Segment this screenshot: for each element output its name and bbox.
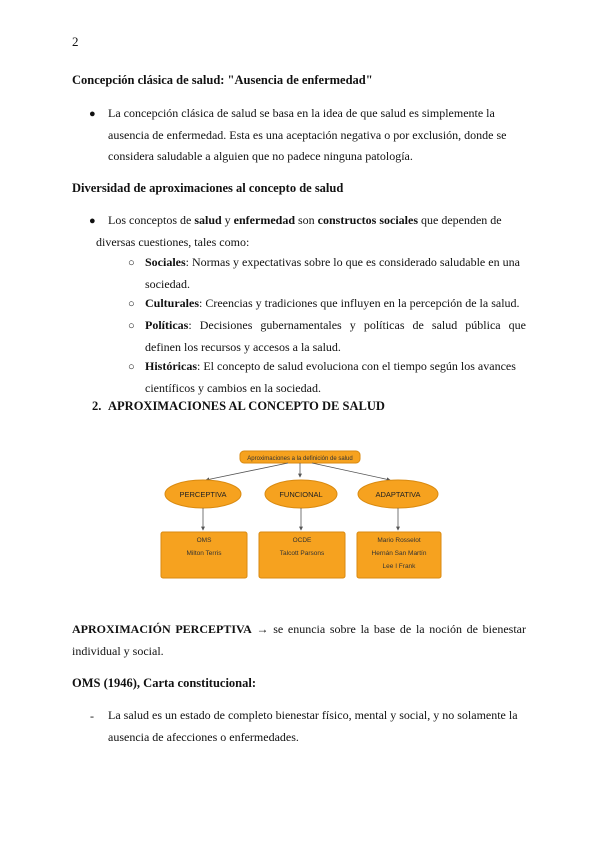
bold-term: enfermedad [233, 213, 295, 227]
circle-bullet: ○ [128, 257, 135, 269]
node-funcional-label: FUNCIONAL [279, 490, 323, 499]
bullet-dot: ● [89, 108, 96, 120]
list-item-historicas: Históricas: El concepto de salud evoluciona con el tiempo según los avances científicos y cambios en la sociedad. [145, 359, 516, 395]
section-heading-approaches: APROXIMACIONES AL CONCEPTO DE SALUD [108, 399, 385, 413]
circle-bullet: ○ [128, 298, 135, 310]
box-line: Milton Terris [186, 550, 222, 557]
section-heading-diversity: Diversidad de aproximaciones al concepto de salud [72, 181, 344, 195]
text-line: La concepción clásica de salud se basa en la idea de que salud es simplemente la [108, 106, 495, 120]
circle-bullet: ○ [128, 320, 135, 332]
node-adaptativa-label: ADAPTATIVA [375, 490, 421, 499]
box-line: Lee I Frank [382, 563, 416, 570]
box-line: Hernán San Martín [371, 550, 427, 557]
list-item-sociales: Sociales: Normas y expectativas sobre lo que es considerado saludable en una sociedad. [145, 255, 520, 291]
diagram-arrow [206, 463, 288, 480]
diagram-root-label: Aproximaciones a la definición de salud [247, 456, 353, 462]
box-line: Mario Rosselot [377, 537, 421, 544]
bold-term: salud [194, 213, 222, 227]
page-number: 2 [72, 34, 79, 49]
text-line: diversas cuestiones, tales como: [96, 235, 250, 249]
bullet-dot: ● [89, 215, 96, 227]
text-line: ausencia de enfermedad. Esta es una aceptación negativa o por exclusión, donde se [108, 127, 507, 142]
section-heading-classic: Concepción clásica de salud: "Ausencia de enfermedad" [72, 73, 373, 87]
section-heading-oms: OMS (1946), Carta constitucional: [72, 676, 257, 690]
diversity-intro [108, 210, 526, 232]
list-item-culturales: Culturales: Creencias y tradiciones que influyen en la percepción de la salud. [145, 296, 520, 310]
text-line: considera saludable a alguien que no padece ninguna patología. [108, 149, 413, 163]
text-line: ausencia de afecciones o enfermedades. [108, 729, 299, 744]
perceptive-paragraph: APROXIMACIÓN PERCEPTIVA → se enuncia sobre la base de la noción de bienestar individual y social. [72, 622, 526, 658]
text-line: La salud es un estado de completo bienestar físico, mental y social, y no solamente la [108, 708, 518, 722]
bold-term: APROXIMACIÓN PERCEPTIVA [72, 622, 252, 636]
text-line: Los conceptos de salud y enfermedad son constructos sociales que dependen de [108, 213, 502, 227]
section-number: 2. [92, 399, 102, 413]
approaches-diagram [128, 446, 514, 584]
node-perceptiva-label: PERCEPTIVA [179, 490, 227, 499]
box-line: OMS [196, 537, 212, 544]
circle-bullet: ○ [128, 361, 135, 373]
box-line: Talcott Parsons [279, 550, 325, 557]
bold-term: constructos sociales [317, 213, 418, 227]
box-line: OCDE [292, 537, 312, 544]
list-item-politicas: Políticas: Decisiones gubernamentales y políticas de salud pública que definen los recursos y accesos a la salud. [145, 318, 526, 354]
classic-paragraph [108, 103, 526, 168]
diagram-arrow [312, 463, 390, 480]
dash-bullet: - [90, 709, 94, 723]
oms-definition [108, 705, 526, 748]
